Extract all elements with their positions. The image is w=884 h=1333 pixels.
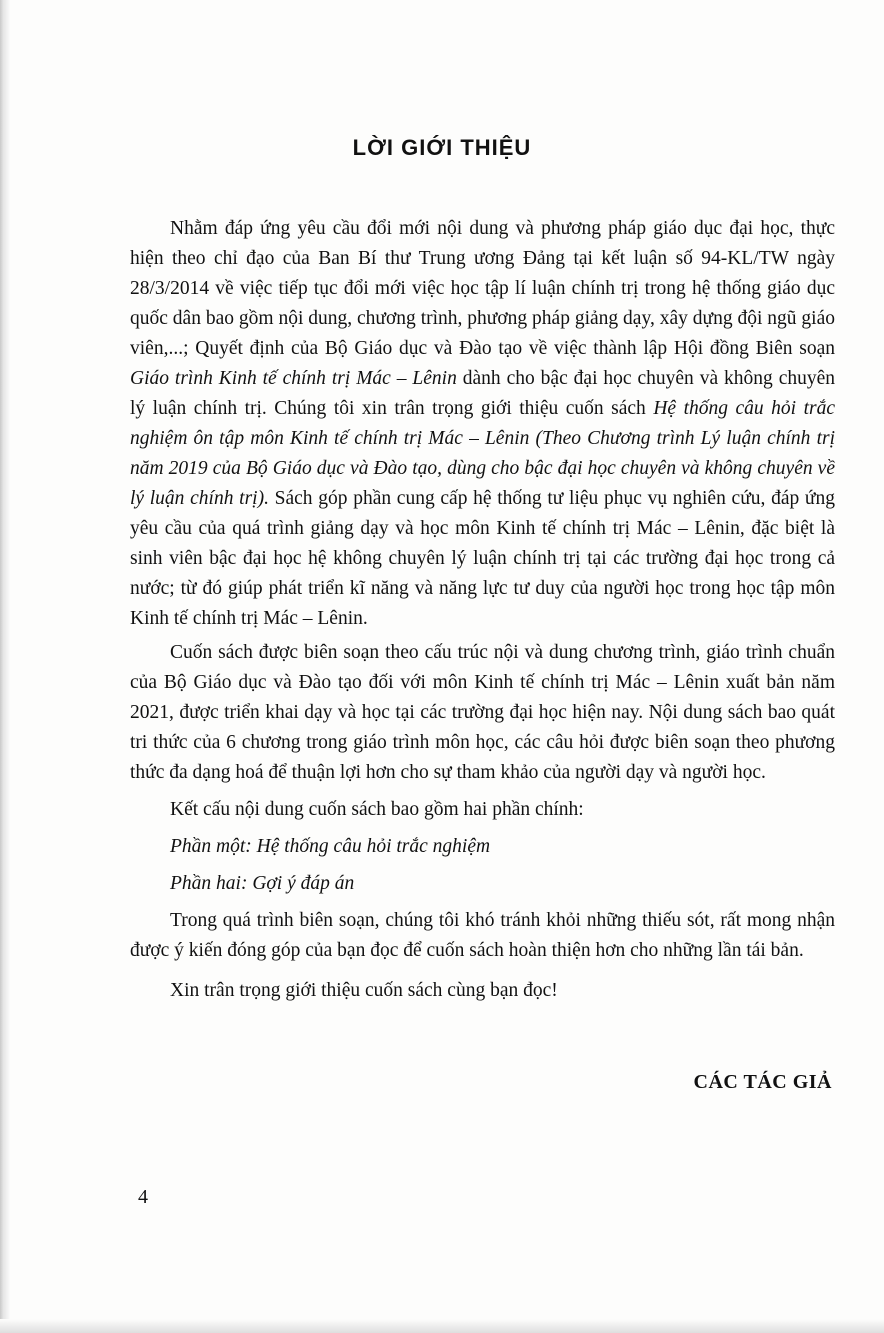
page-title: LỜI GIỚI THIỆU: [352, 135, 532, 160]
scan-shadow-bottom: [0, 1319, 884, 1333]
scan-shadow-left: [0, 0, 10, 1333]
part-two-text: Phần hai: Gợi ý đáp án: [170, 873, 355, 894]
paragraph-1-part-e: Sách góp phần cung cấp hệ thống tư liệu phục vụ nghiên cứu, đáp ứng yêu cầu của quá trình giảng dạy và học môn Kinh tế chính trị Mác – Lênin, đặc biệt là sinh viên bậc đại học hệ không chuyên lý luận chính trị tại các trường đại học trong cả nước; từ đó giúp phát triển kĩ năng và năng lực tư duy của người học trong học tập môn Kinh tế chính trị Mác – Lênin.: [130, 488, 835, 629]
part-two-line: [130, 869, 835, 899]
part-one-text: Phần một: Hệ thống câu hỏi trắc nghiệm: [170, 836, 491, 857]
paragraph-1: [130, 214, 835, 634]
paragraph-2: Cuốn sách được biên soạn theo cấu trúc nội và dung chương trình, giáo trình chuẩn của Bộ Giáo dục và Đào tạo đối với môn Kinh tế chính trị Mác – Lênin xuất bản năm 2021, được triển khai dạy và học tại các trường đại học hiện nay. Nội dung sách bao quát tri thức của 6 chương trong giáo trình môn học, các câu hỏi được biên soạn theo phương thức đa dạng hoá để thuận lợi hơn cho sự tham khảo của người dạy và người học.: [130, 642, 835, 783]
paragraph-4: Trong quá trình biên soạn, chúng tôi khó tránh khỏi những thiếu sót, rất mong nhận được ý kiến đóng góp của bạn đọc để cuốn sách hoàn thiện hơn cho những lần tái bản.: [130, 910, 835, 961]
paragraph-5: Xin trân trọng giới thiệu cuốn sách cùng bạn đọc!: [170, 980, 558, 1001]
part-one-line: [130, 832, 835, 862]
paragraph-1-part-c: dành cho bậc đại học chuyên và không chuyên lý luận chính trị. Chúng tôi xin trân trọng giới thiệu cuốn sách: [130, 368, 836, 419]
textbook-title: Giáo trình Kinh tế chính trị Mác – Lênin: [130, 368, 457, 389]
authors-signature: CÁC TÁC GIẢ: [693, 1071, 832, 1093]
book-title: Hệ thống câu hỏi trắc nghiệm ôn tập môn Kinh tế chính trị Mác – Lênin (Theo Chương trình Lý luận chính trị năm 2019 của Bộ Giáo dục và Đào tạo, dùng cho bậc đại học chuyên và không chuyên về lý luận chính trị).: [130, 398, 836, 509]
page-number: 4: [138, 1186, 148, 1208]
paragraph-1-part-a: Nhằm đáp ứng yêu cầu đổi mới nội dung và phương pháp giáo dục đại học, thực hiện theo chỉ đạo của Ban Bí thư Trung ương Đảng tại kết luận số 94-KL/TW ngày 28/3/2014 về việc tiếp tục đổi mới việc học tập lí luận chính trị trong hệ thống giáo dục quốc dân bao gồm nội dung, chương trình, phương pháp giảng dạy, xây dựng đội ngũ giáo viên,...; Quyết định của Bộ Giáo dục và Đào tạo về việc thành lập Hội đồng Biên soạn: [130, 218, 835, 359]
paragraph-3: Kết cấu nội dung cuốn sách bao gồm hai phần chính:: [170, 799, 584, 820]
preface-body: [130, 214, 835, 1006]
